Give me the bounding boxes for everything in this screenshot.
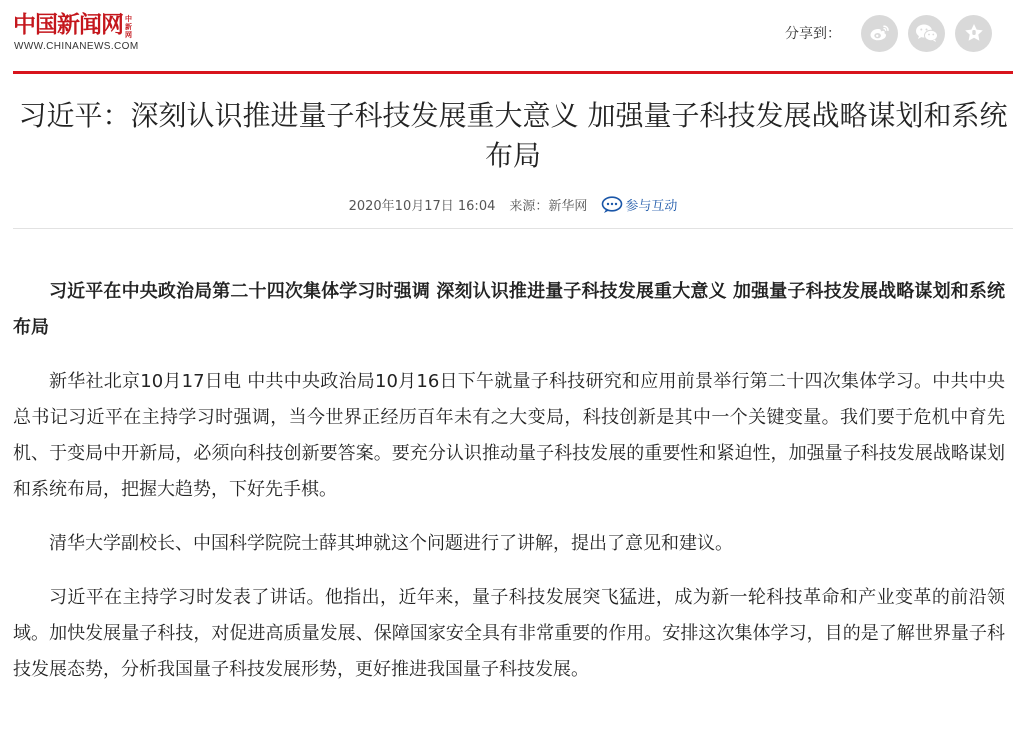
meta-divider xyxy=(13,228,1013,229)
share-bar xyxy=(785,14,992,52)
article-paragraph: 清华大学副校长、中国科学院院士薛其坤就这个问题进行了讲解，提出了意见和建议。 xyxy=(49,533,733,554)
share-label: 分享到： xyxy=(785,26,841,42)
article-body xyxy=(13,274,1005,706)
article-paragraph: 习近平在主持学习时发表了讲话。他指出，近年来，量子科技发展突飞猛进，成为新一轮科技革命和产业变革的前沿领域。加快发展量子科技，对促进高质量发展、保障国家安全具有非常重要的作用。安排这次集体学习，目的是了解世界量子科技发展态势，分析我国量子科技发展形势，更好推进我国量子科技发展。 xyxy=(13,587,1005,680)
weibo-icon xyxy=(869,23,891,43)
article-paragraph: 新华社北京10月17日电 中共中央政治局10月16日下午就量子科技研究和应用前景举行第二十四次集体学习。中共中央总书记习近平在主持学习时强调，当今世界正经历百年未有之大变局，科技创新是其中一个关键变量。我们要于危机中育先机、于变局中开新局，必须向科技创新要答案。要充分认识推动量子科技发展的重要性和紧迫性，加强量子科技发展战略谋划和系统布局，把握大趋势，下好先手棋。 xyxy=(13,371,1005,500)
interact-link[interactable] xyxy=(601,195,677,214)
share-weibo-button[interactable] xyxy=(861,15,898,52)
publish-date: 2020年10月17日 16:04 xyxy=(348,199,496,214)
wechat-icon xyxy=(915,23,939,43)
article-meta xyxy=(13,195,1013,214)
share-wechat-button[interactable] xyxy=(908,15,945,52)
site-logo[interactable] xyxy=(13,12,143,56)
header-divider xyxy=(13,71,1013,74)
logo-english-text: WWW.CHINANEWS.COM xyxy=(14,41,139,52)
article-title: 习近平：深刻认识推进量子科技发展重大意义 加强量子科技发展战略谋划和系统布局 xyxy=(18,99,1008,172)
article-source: 来源：新华网 xyxy=(509,199,588,214)
article-lead: 习近平在中央政治局第二十四次集体学习时强调 深刻认识推进量子科技发展重大意义 加强量子科技发展战略谋划和系统布局 xyxy=(13,281,1005,338)
share-favorite-button[interactable] xyxy=(955,15,992,52)
logo-chinese-text: 中国新闻网 xyxy=(13,11,123,38)
comment-bubble-icon xyxy=(601,196,623,214)
favorite-star-icon xyxy=(963,22,985,44)
site-header xyxy=(0,0,1036,72)
logo-small-text: 中新网 xyxy=(125,15,132,39)
interact-label: 参与互动 xyxy=(625,199,678,214)
